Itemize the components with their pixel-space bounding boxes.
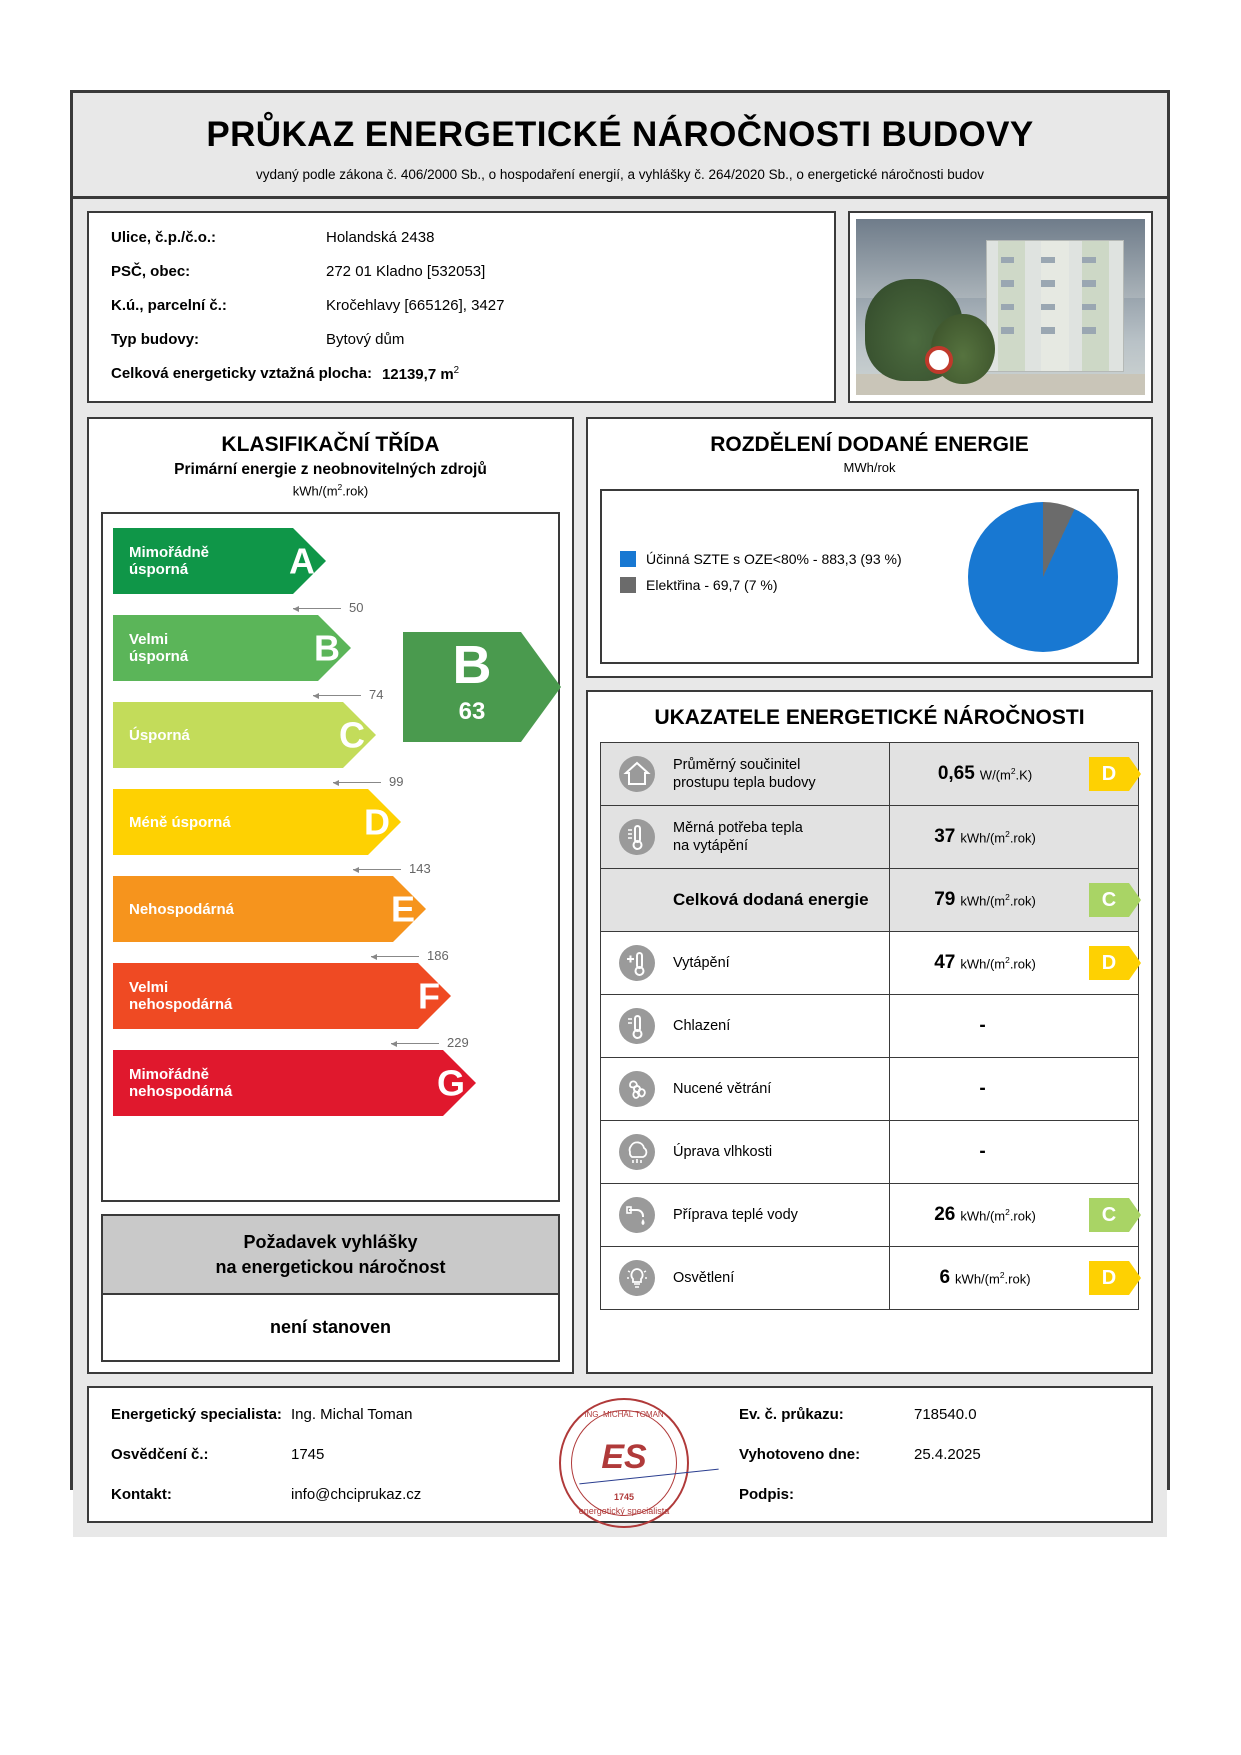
indicator-label-line2: na vytápění bbox=[673, 838, 748, 854]
class-band-b-bar bbox=[113, 615, 340, 681]
issued-label: Vyhotoveno dne: bbox=[739, 1445, 861, 1463]
indicator-value bbox=[889, 869, 1080, 931]
indicator-row-total-energy bbox=[600, 868, 1139, 931]
photo-window bbox=[1082, 327, 1096, 334]
indicator-unit-sup: 2 bbox=[1005, 891, 1010, 902]
indicator-value bbox=[889, 1058, 1080, 1120]
indicator-label-line1: Osvětlení bbox=[673, 1269, 735, 1286]
class-band-d-bar bbox=[113, 789, 390, 855]
classification-units bbox=[89, 479, 572, 498]
badge-letter: D bbox=[1101, 762, 1117, 785]
indicator-label bbox=[673, 1184, 889, 1246]
class-band-g-bar bbox=[113, 1050, 465, 1116]
building-photo-box bbox=[848, 211, 1153, 403]
class-band-f bbox=[113, 963, 548, 1051]
class-band-b-label1: Velmi bbox=[129, 631, 169, 649]
photo-window bbox=[1001, 280, 1015, 287]
indicator-badge-wrap bbox=[1080, 743, 1138, 805]
classification-scale bbox=[101, 512, 560, 1202]
stamp-bottom-text: energetický specialista bbox=[578, 1505, 670, 1516]
street-value: Holandská 2438 bbox=[326, 229, 435, 246]
indicator-label-line1: Úprava vlhkosti bbox=[673, 1143, 773, 1160]
indicator-value bbox=[889, 1121, 1080, 1183]
signature-row bbox=[739, 1486, 1129, 1503]
indicators-title: UKAZATELE ENERGETICKÉ NÁROČNOSTI bbox=[654, 706, 1085, 729]
badge-letter: D bbox=[1101, 951, 1117, 974]
indicator-badge-wrap bbox=[1080, 995, 1138, 1057]
badge-letter: C bbox=[1101, 1203, 1117, 1226]
requirement-title-line1: Požadavek vyhlášky bbox=[243, 1232, 418, 1253]
indicator-number: - bbox=[979, 1015, 986, 1036]
faucet-icon bbox=[601, 1184, 673, 1246]
fan-icon bbox=[601, 1058, 673, 1120]
stamp-icon bbox=[559, 1398, 689, 1528]
area-number: 12139,7 m bbox=[381, 366, 454, 383]
class-band-a-bar bbox=[113, 528, 315, 594]
indicator-value bbox=[889, 932, 1080, 994]
indicator-unit-pre: kWh/(m bbox=[960, 956, 1006, 972]
indicator-badge-wrap bbox=[1080, 1058, 1138, 1120]
indicator-unit-pre: kWh/(m bbox=[955, 1271, 1000, 1287]
indicator-row-cooling bbox=[600, 994, 1139, 1057]
requirement-box bbox=[101, 1214, 560, 1362]
indicator-value bbox=[889, 743, 1080, 805]
pie-chart-wrap bbox=[963, 502, 1123, 652]
photo-building bbox=[986, 240, 1124, 372]
page-title: PRŮKAZ ENERGETICKÉ NÁROČNOSTI BUDOVY bbox=[206, 115, 1034, 154]
class-band-c-letter: C bbox=[339, 714, 365, 756]
energy-split-legend bbox=[616, 551, 963, 603]
specialist-label: Energetický specialista: bbox=[111, 1405, 282, 1423]
energy-split-chart bbox=[600, 489, 1139, 664]
photo-window bbox=[1001, 304, 1015, 311]
photo-window bbox=[1082, 280, 1096, 287]
class-band-b-letter: B bbox=[314, 627, 340, 669]
indicator-badge-wrap bbox=[1080, 1121, 1138, 1183]
result-letter: B bbox=[452, 635, 492, 696]
indicator-unit-post: .rok) bbox=[1009, 1208, 1036, 1224]
class-tick-e: 186 bbox=[371, 948, 449, 963]
main-content bbox=[73, 417, 1167, 1386]
cadastre-label: K.ú., parcelní č.: bbox=[111, 297, 227, 314]
class-tick-d: 143 bbox=[353, 861, 431, 876]
indicator-unit-post: .K) bbox=[1015, 767, 1033, 783]
building-type-label: Typ budovy: bbox=[111, 331, 200, 348]
document-footer bbox=[73, 1386, 1167, 1537]
photo-window bbox=[1001, 327, 1015, 334]
indicator-row-humidity bbox=[600, 1120, 1139, 1183]
class-band-a-label1: Mimořádně bbox=[129, 544, 210, 562]
photo-window bbox=[1001, 257, 1015, 264]
class-band-g-letter: G bbox=[436, 1062, 465, 1104]
indicator-label-line1: Měrná potřeba tepla bbox=[673, 819, 803, 836]
indicator-label bbox=[673, 1247, 889, 1309]
indicator-row-hot-water bbox=[600, 1183, 1139, 1246]
class-band-a-letter: A bbox=[289, 540, 315, 582]
pie-chart bbox=[968, 502, 1118, 652]
indicator-badge-wrap bbox=[1080, 932, 1138, 994]
class-band-d bbox=[113, 789, 548, 877]
indicator-label-line1: Vytápění bbox=[673, 954, 730, 971]
indicator-label bbox=[673, 995, 889, 1057]
indicator-unit-pre: kWh/(m bbox=[960, 830, 1006, 846]
evidence-row bbox=[739, 1406, 1129, 1423]
energy-certificate-page bbox=[70, 90, 1170, 1516]
result-value: 63 bbox=[458, 698, 486, 726]
legend-swatch-icon bbox=[620, 577, 636, 593]
energy-split-panel bbox=[586, 417, 1153, 678]
indicator-number: 6 bbox=[939, 1267, 951, 1288]
requirement-title-line2: na energetickou náročnost bbox=[215, 1256, 446, 1277]
indicator-label-line1: Chlazení bbox=[673, 1017, 731, 1034]
indicator-row-heat-demand bbox=[600, 805, 1139, 868]
indicator-number: 47 bbox=[934, 952, 956, 973]
cadastre-value: Kročehlavy [665126], 3427 bbox=[326, 297, 505, 314]
indicator-unit-pre: kWh/(m bbox=[960, 893, 1006, 909]
badge-letter: C bbox=[1101, 888, 1117, 911]
legend-swatch-icon bbox=[620, 551, 636, 567]
building-type-row bbox=[111, 331, 812, 348]
indicator-unit-post: .rok) bbox=[1004, 1271, 1031, 1287]
class-band-e-letter: E bbox=[390, 888, 415, 930]
document-subtitle: vydaný podle zákona č. 406/2000 Sb., o hospodaření energií, a vyhlášky č. 264/2020 Sb., o energetické náročnosti budov bbox=[256, 167, 984, 182]
area-row bbox=[111, 365, 812, 383]
class-band-f-letter: F bbox=[418, 975, 440, 1017]
area-value bbox=[382, 365, 459, 383]
status-badge bbox=[1089, 757, 1129, 791]
class-band-f-bar bbox=[113, 963, 440, 1029]
indicator-number: - bbox=[979, 1141, 986, 1162]
street-label: Ulice, č.p./č.o.: bbox=[111, 229, 217, 246]
class-tick-c: 99 bbox=[333, 774, 403, 789]
indicator-badge-wrap bbox=[1080, 1184, 1138, 1246]
indicator-unit-pre: W/(m bbox=[979, 767, 1011, 783]
indicator-label-line1: Příprava teplé vody bbox=[673, 1206, 798, 1223]
indicator-unit-sup: 2 bbox=[1005, 828, 1010, 839]
energy-split-title: ROZDĚLENÍ DODANÉ ENERGIE bbox=[710, 433, 1029, 456]
indicator-unit-pre: kWh/(m bbox=[960, 1208, 1006, 1224]
class-band-f-label2: nehospodárná bbox=[129, 996, 233, 1014]
class-band-f-label1: Velmi bbox=[129, 979, 169, 997]
indicator-label bbox=[673, 743, 889, 805]
issued-value: 25.4.2025 bbox=[914, 1445, 981, 1463]
classification-result bbox=[403, 632, 561, 742]
indicator-badge-wrap bbox=[1080, 1247, 1138, 1309]
indicator-number: 26 bbox=[934, 1204, 956, 1225]
cooling-icon bbox=[601, 995, 673, 1057]
indicator-badge-wrap bbox=[1080, 869, 1138, 931]
class-band-e-label1: Nehospodárná bbox=[129, 900, 235, 918]
badge-letter: D bbox=[1101, 1266, 1117, 1289]
indicators-list bbox=[600, 742, 1139, 1310]
zip-value: 272 01 Kladno [532053] bbox=[326, 263, 486, 280]
footer-right-column bbox=[739, 1406, 1129, 1503]
indicator-label bbox=[673, 1121, 889, 1183]
bulb-icon bbox=[601, 1247, 673, 1309]
class-band-d-letter: D bbox=[364, 801, 390, 843]
classification-title: KLASIFIKAČNÍ TŘÍDA bbox=[221, 433, 440, 456]
total-energy-icon bbox=[601, 869, 673, 931]
document-header bbox=[73, 93, 1167, 199]
legend-item bbox=[620, 551, 963, 567]
indicator-number: 37 bbox=[934, 826, 956, 847]
photo-window bbox=[1041, 280, 1055, 287]
class-band-e-bar bbox=[113, 876, 415, 942]
indicator-label-line1: Celková dodaná energie bbox=[673, 890, 869, 910]
indicator-label bbox=[673, 932, 889, 994]
zip-label: PSČ, obec: bbox=[111, 263, 191, 280]
energy-split-units: MWh/rok bbox=[843, 460, 896, 475]
right-column bbox=[586, 417, 1153, 1374]
contact-label: Kontakt: bbox=[111, 1485, 172, 1503]
indicator-number: 0,65 bbox=[937, 763, 975, 784]
indicator-label-line1: Nucené větrání bbox=[673, 1080, 772, 1097]
class-band-c-bar bbox=[113, 702, 365, 768]
photo-window bbox=[1082, 257, 1096, 264]
indicator-value bbox=[889, 995, 1080, 1057]
photo-window bbox=[1041, 327, 1055, 334]
status-badge bbox=[1089, 883, 1129, 917]
issued-row bbox=[739, 1446, 1129, 1463]
legend-label: Elektřina - 69,7 (7 %) bbox=[646, 576, 778, 593]
requirement-value: není stanoven bbox=[269, 1316, 392, 1337]
evidence-label: Ev. č. průkazu: bbox=[739, 1405, 844, 1423]
evidence-value: 718540.0 bbox=[914, 1405, 977, 1423]
classification-units-sup: 2 bbox=[337, 482, 343, 492]
indicator-unit-post: .rok) bbox=[1009, 956, 1036, 972]
indicator-label-line1: Průměrný součinitel bbox=[673, 756, 801, 773]
requirement-title bbox=[103, 1216, 558, 1295]
class-band-g bbox=[113, 1050, 548, 1116]
indicator-unit-sup: 2 bbox=[1005, 1206, 1010, 1217]
indicator-number: 79 bbox=[934, 889, 956, 910]
indicator-row-heating bbox=[600, 931, 1139, 994]
class-band-d-label1: Méně úsporná bbox=[129, 813, 231, 831]
building-type-value: Bytový dům bbox=[326, 331, 405, 348]
humidity-icon bbox=[601, 1121, 673, 1183]
indicator-unit-sup: 2 bbox=[1010, 765, 1016, 776]
legend-item bbox=[620, 577, 963, 593]
area-label: Celková energeticky vztažná plocha: bbox=[111, 365, 372, 382]
indicator-row-ventilation bbox=[600, 1057, 1139, 1120]
indicator-unit-sup: 2 bbox=[999, 1269, 1005, 1280]
class-band-c-label1: Úsporná bbox=[129, 726, 190, 744]
area-unit-sup: 2 bbox=[453, 365, 460, 376]
indicator-label bbox=[673, 869, 889, 931]
heating-icon bbox=[601, 932, 673, 994]
indicator-badge-wrap bbox=[1080, 806, 1138, 868]
photo-window bbox=[1041, 304, 1055, 311]
zip-row bbox=[111, 263, 812, 280]
photo-window bbox=[1082, 304, 1096, 311]
class-tick-a: 50 bbox=[293, 600, 363, 615]
stamp-number: 1745 bbox=[613, 1491, 635, 1502]
indicator-value bbox=[889, 1184, 1080, 1246]
contact-value: info@chciprukaz.cz bbox=[291, 1485, 422, 1503]
signature-label: Podpis: bbox=[739, 1485, 794, 1503]
class-band-a bbox=[113, 528, 548, 616]
specialist-value: Ing. Michal Toman bbox=[291, 1405, 413, 1423]
photo-window bbox=[1041, 257, 1055, 264]
class-band-g-label1: Mimořádně bbox=[129, 1066, 210, 1084]
identification-section bbox=[73, 199, 1167, 417]
indicator-unit-post: .rok) bbox=[1009, 893, 1036, 909]
class-tick-b: 74 bbox=[313, 687, 383, 702]
indicator-value bbox=[889, 806, 1080, 868]
stamp-center-text: ES bbox=[601, 1437, 647, 1476]
thermometer-icon bbox=[601, 806, 673, 868]
street-row bbox=[111, 229, 812, 246]
indicator-label bbox=[673, 1058, 889, 1120]
certificate-value: 1745 bbox=[291, 1445, 325, 1463]
identification-box bbox=[87, 211, 836, 403]
certificate-label: Osvědčení č.: bbox=[111, 1445, 209, 1463]
status-badge bbox=[1089, 1198, 1129, 1232]
classification-units-prefix: kWh/(m bbox=[292, 483, 338, 499]
building-photo bbox=[856, 219, 1145, 395]
indicator-label bbox=[673, 806, 889, 868]
class-band-b-label2: úsporná bbox=[129, 648, 189, 666]
stamp-top-text: ING. MICHAL TOMAN bbox=[584, 1409, 664, 1419]
status-badge bbox=[1089, 946, 1129, 980]
footer-box bbox=[87, 1386, 1153, 1523]
class-band-a-label2: úsporná bbox=[129, 561, 189, 579]
classification-units-suffix: .rok) bbox=[342, 483, 369, 499]
class-band-g-label2: nehospodárná bbox=[129, 1083, 233, 1101]
house-icon bbox=[601, 743, 673, 805]
indicator-label-line2: prostupu tepla budovy bbox=[673, 775, 816, 791]
indicator-unit-post: .rok) bbox=[1009, 830, 1036, 846]
classification-subtitle: Primární energie z neobnovitelných zdrojů bbox=[174, 461, 487, 478]
classification-panel bbox=[87, 417, 574, 1374]
class-tick-f: 229 bbox=[391, 1035, 469, 1050]
indicator-number: - bbox=[979, 1078, 986, 1099]
indicator-row-lighting bbox=[600, 1246, 1139, 1310]
indicator-value bbox=[889, 1247, 1080, 1309]
indicators-panel bbox=[586, 690, 1153, 1374]
classification-column bbox=[87, 417, 574, 1374]
indicator-unit-sup: 2 bbox=[1005, 954, 1010, 965]
indicator-row-heat-transfer bbox=[600, 742, 1139, 805]
legend-label: Účinná SZTE s OZE<80% - 883,3 (93 %) bbox=[646, 550, 902, 567]
status-badge bbox=[1089, 1261, 1129, 1295]
class-band-e bbox=[113, 876, 548, 964]
cadastre-row bbox=[111, 297, 812, 314]
